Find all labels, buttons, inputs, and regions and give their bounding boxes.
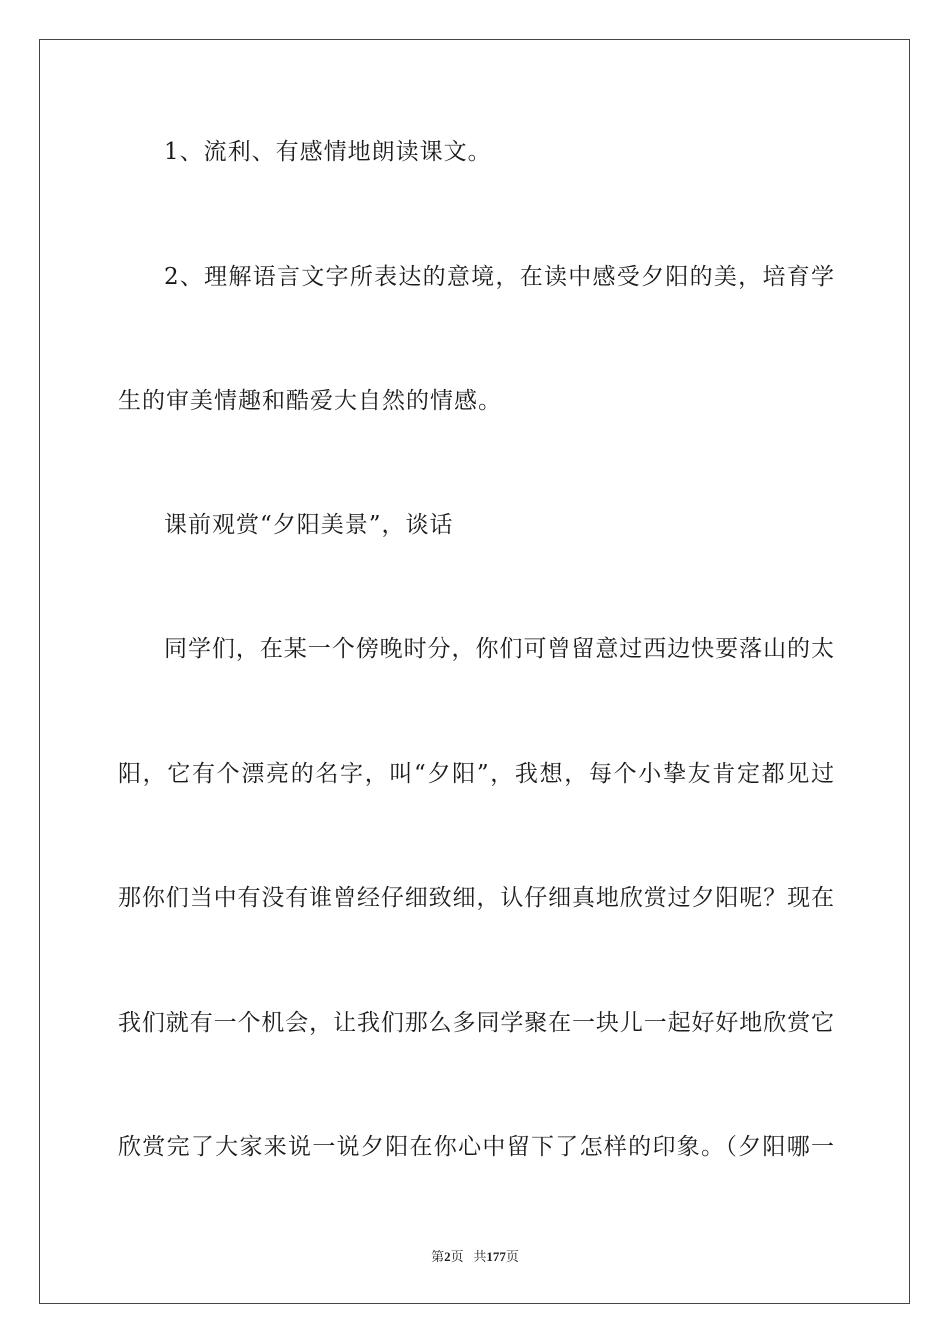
page-suffix: 页 xyxy=(450,1249,464,1264)
page-number: 2 xyxy=(444,1249,451,1264)
paragraph-line-3: 那你们当中有没有谁曾经仔细致细，认仔细真地欣赏过夕阳呢？现在 xyxy=(118,885,834,911)
page-frame xyxy=(39,39,910,1304)
paragraph-line-4: 我们就有一个机会，让我们那么多同学聚在一块儿一起好好地欣赏它 xyxy=(118,1010,834,1036)
paragraph-line-1: 同学们，在某一个傍晚时分，你们可曾留意过西边快要落山的太 xyxy=(164,636,834,662)
objective-1: 1、流利、有感情地朗读课文。 xyxy=(164,139,492,165)
total-prefix: 共 xyxy=(473,1249,487,1264)
total-pages: 177 xyxy=(486,1249,506,1264)
section-heading: 课前观赏“夕阳美景”，谈话 xyxy=(164,512,454,538)
total-suffix: 页 xyxy=(505,1249,519,1264)
page-footer xyxy=(0,1248,950,1266)
page-prefix: 第 xyxy=(431,1249,445,1264)
objective-2-line-2: 生的审美情趣和酷爱大自然的情感。 xyxy=(118,388,502,414)
paragraph-line-5: 欣赏完了大家来说一说夕阳在你心中留下了怎样的印象。（夕阳哪一 xyxy=(118,1134,834,1160)
objective-2-line-1: 2、理解语言文字所表达的意境，在读中感受夕阳的美，培育学 xyxy=(164,264,834,290)
paragraph-line-2: 阳，它有个漂亮的名字，叫“夕阳”，我想，每个小挚友肯定都见过 xyxy=(118,761,834,787)
